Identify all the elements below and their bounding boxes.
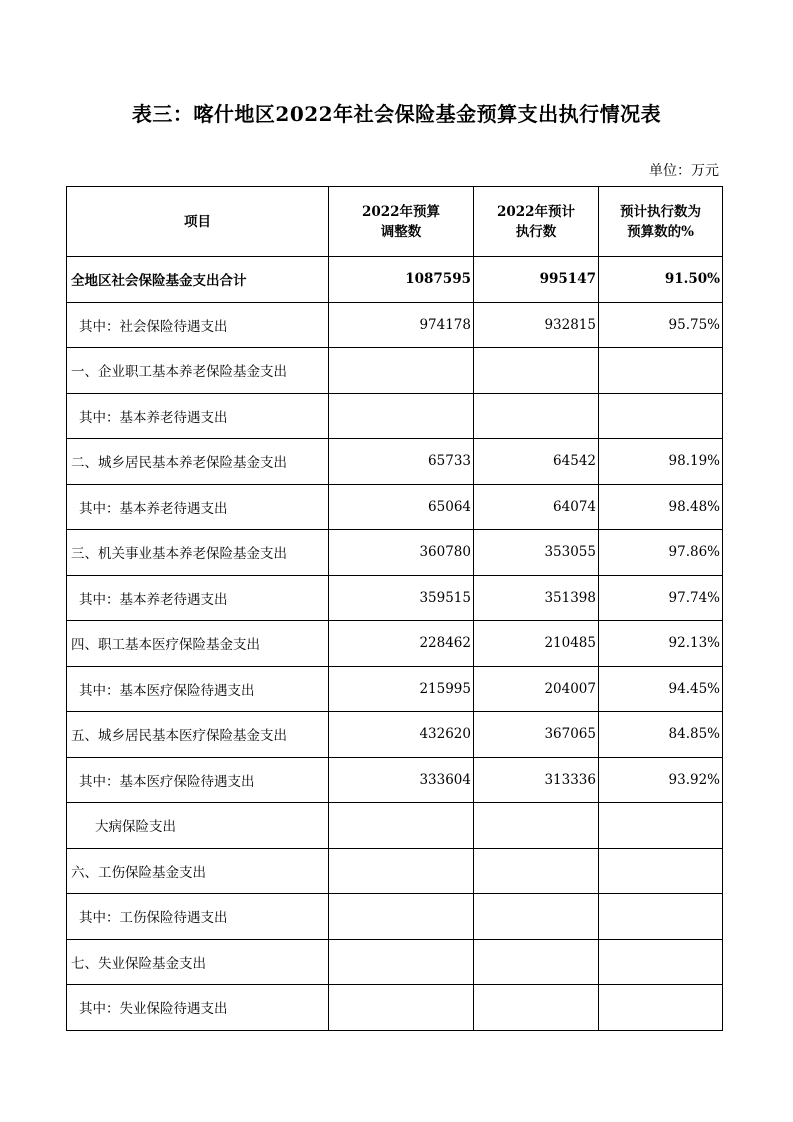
table-row [67, 666, 723, 712]
unit-label: 单位：万元 [649, 163, 719, 179]
row-budget-cell: 974178 [329, 302, 474, 348]
row-budget-cell [329, 939, 474, 985]
row-estimate-cell: 932815 [474, 302, 599, 348]
row-budget-cell: 228462 [329, 621, 474, 667]
row-percent-cell: 98.48% [599, 484, 723, 530]
row-estimate-cell: 64542 [474, 439, 599, 485]
table-row [67, 439, 723, 485]
table-row [67, 621, 723, 667]
row-estimate-cell: 204007 [474, 666, 599, 712]
table-row [67, 575, 723, 621]
row-percent-cell [599, 985, 723, 1031]
row-budget-cell [329, 894, 474, 940]
row-percent-cell: 93.92% [599, 757, 723, 803]
row-percent-cell [599, 803, 723, 849]
row-percent-cell: 97.74% [599, 575, 723, 621]
row-estimate-cell [474, 939, 599, 985]
row-estimate-cell: 353055 [474, 530, 599, 576]
row-estimate-cell: 367065 [474, 712, 599, 758]
row-budget-cell [329, 848, 474, 894]
row-estimate-cell: 313336 [474, 757, 599, 803]
row-name-cell: 一、企业职工基本养老保险基金支出 [67, 348, 329, 394]
row-name-cell: 四、职工基本医疗保险基金支出 [67, 621, 329, 667]
row-estimate-cell [474, 393, 599, 439]
row-estimate-cell [474, 848, 599, 894]
expenditure-table [66, 186, 723, 1031]
row-name-cell: 二、城乡居民基本养老保险基金支出 [67, 439, 329, 485]
row-percent-cell [599, 939, 723, 985]
row-name-cell: 其中：基本养老待遇支出 [67, 484, 329, 530]
table-row [67, 757, 723, 803]
row-budget-cell: 65064 [329, 484, 474, 530]
row-estimate-cell: 64074 [474, 484, 599, 530]
row-percent-cell: 97.86% [599, 530, 723, 576]
table-row [67, 530, 723, 576]
row-estimate-cell [474, 803, 599, 849]
row-name-cell: 其中：基本养老待遇支出 [67, 575, 329, 621]
row-name-cell: 五、城乡居民基本医疗保险基金支出 [67, 712, 329, 758]
header-budget: 2022年预算 调整数 [329, 187, 474, 257]
table-row [67, 803, 723, 849]
row-estimate-cell: 210485 [474, 621, 599, 667]
row-percent-cell: 92.13% [599, 621, 723, 667]
row-estimate-cell [474, 348, 599, 394]
row-budget-cell: 432620 [329, 712, 474, 758]
row-estimate-cell [474, 985, 599, 1031]
row-budget-cell [329, 348, 474, 394]
header-percent: 预计执行数为 预算数的% [599, 187, 723, 257]
row-percent-cell [599, 393, 723, 439]
table-row [67, 484, 723, 530]
table-row-total [67, 257, 723, 303]
row-budget-cell: 360780 [329, 530, 474, 576]
row-budget-cell: 333604 [329, 757, 474, 803]
table-header-row [67, 187, 723, 257]
table-row [67, 302, 723, 348]
table-row [67, 985, 723, 1031]
row-percent-cell: 94.45% [599, 666, 723, 712]
row-budget-cell [329, 985, 474, 1031]
row-name-cell: 三、机关事业基本养老保险基金支出 [67, 530, 329, 576]
row-budget-cell: 1087595 [329, 257, 474, 303]
row-name-cell: 其中：工伤保险待遇支出 [67, 894, 329, 940]
row-estimate-cell: 351398 [474, 575, 599, 621]
row-budget-cell: 359515 [329, 575, 474, 621]
row-name-cell: 其中：基本医疗保险待遇支出 [67, 666, 329, 712]
row-name-cell: 其中：社会保险待遇支出 [67, 302, 329, 348]
table-row [67, 939, 723, 985]
row-name-cell: 六、工伤保险基金支出 [67, 848, 329, 894]
row-name-cell: 其中：失业保险待遇支出 [67, 985, 329, 1031]
row-budget-cell: 65733 [329, 439, 474, 485]
row-budget-cell [329, 393, 474, 439]
header-item: 项目 [67, 187, 329, 257]
row-budget-cell [329, 803, 474, 849]
row-name-cell: 全地区社会保险基金支出合计 [67, 257, 329, 303]
row-percent-cell [599, 894, 723, 940]
table-row [67, 348, 723, 394]
table-row [67, 712, 723, 758]
table-row [67, 848, 723, 894]
row-percent-cell: 91.50% [599, 257, 723, 303]
row-name-cell: 其中：基本养老待遇支出 [67, 393, 329, 439]
row-percent-cell [599, 348, 723, 394]
table-row [67, 393, 723, 439]
row-percent-cell: 98.19% [599, 439, 723, 485]
page-title: 表三：喀什地区2022年社会保险基金预算支出执行情况表 [131, 102, 662, 126]
row-percent-cell: 95.75% [599, 302, 723, 348]
row-estimate-cell: 995147 [474, 257, 599, 303]
row-percent-cell [599, 848, 723, 894]
row-budget-cell: 215995 [329, 666, 474, 712]
row-name-cell: 七、失业保险基金支出 [67, 939, 329, 985]
row-name-cell: 其中：基本医疗保险待遇支出 [67, 757, 329, 803]
row-percent-cell: 84.85% [599, 712, 723, 758]
table-row [67, 894, 723, 940]
header-estimate: 2022年预计 执行数 [474, 187, 599, 257]
row-name-cell: 大病保险支出 [67, 803, 329, 849]
row-estimate-cell [474, 894, 599, 940]
